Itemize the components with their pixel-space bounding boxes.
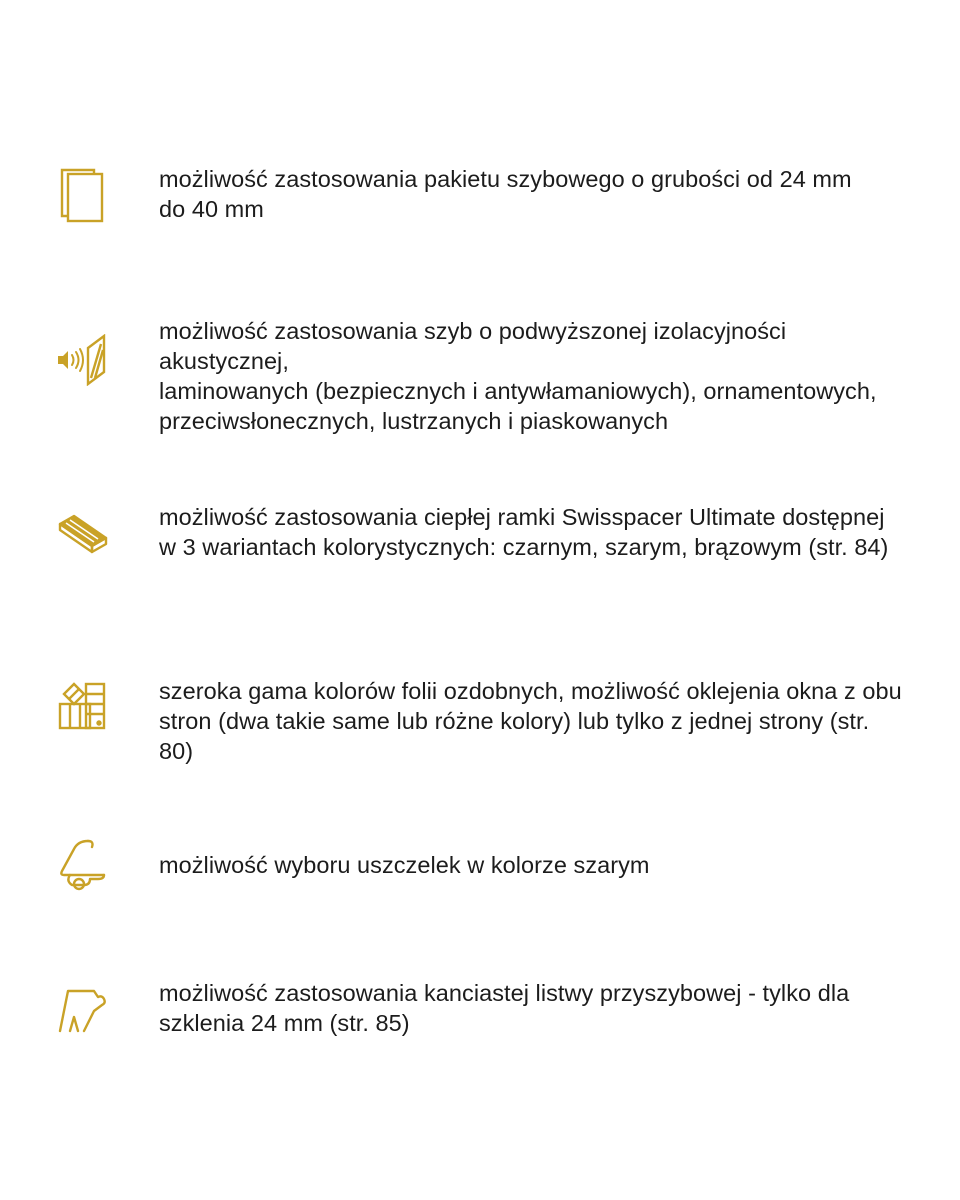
glass-panes-icon bbox=[52, 163, 112, 227]
glazing-bead-icon bbox=[52, 977, 112, 1041]
gasket-seal-icon bbox=[52, 835, 112, 899]
feature-text: możliwość zastosowania ciepłej ramki Swisspacer Ultimate dostępnej w 3 wariantach kolorystycznych: czarnym, szarym, brązowym (str. 84) bbox=[159, 504, 889, 560]
feature-text: szeroka gama kolorów folii ozdobnych, możliwość oklejenia okna z obu stron (dwa takie same lub różne kolory) lub tylko z jednej strony (str. 80) bbox=[159, 678, 902, 764]
feature-text: możliwość zastosowania szyb o podwyższonej izolacyjności akustycznej, laminowanych (bezpiecznych i antywłamaniowych), ornamentowych, przeciwsłonecznych, lustrzanych i piaskowanych bbox=[159, 318, 877, 434]
warm-spacer-frame-icon bbox=[52, 500, 112, 564]
feature-text: możliwość zastosowania pakietu szybowego o grubości od 24 mm do 40 mm bbox=[159, 166, 852, 222]
feature-text: możliwość zastosowania kanciastej listwy przyszybowej - tylko dla szklenia 24 mm (str. 85) bbox=[159, 980, 850, 1036]
feature-text: możliwość wyboru uszczelek w kolorze szarym bbox=[159, 852, 650, 878]
acoustic-glass-icon bbox=[52, 328, 112, 392]
color-swatches-icon bbox=[52, 674, 112, 738]
